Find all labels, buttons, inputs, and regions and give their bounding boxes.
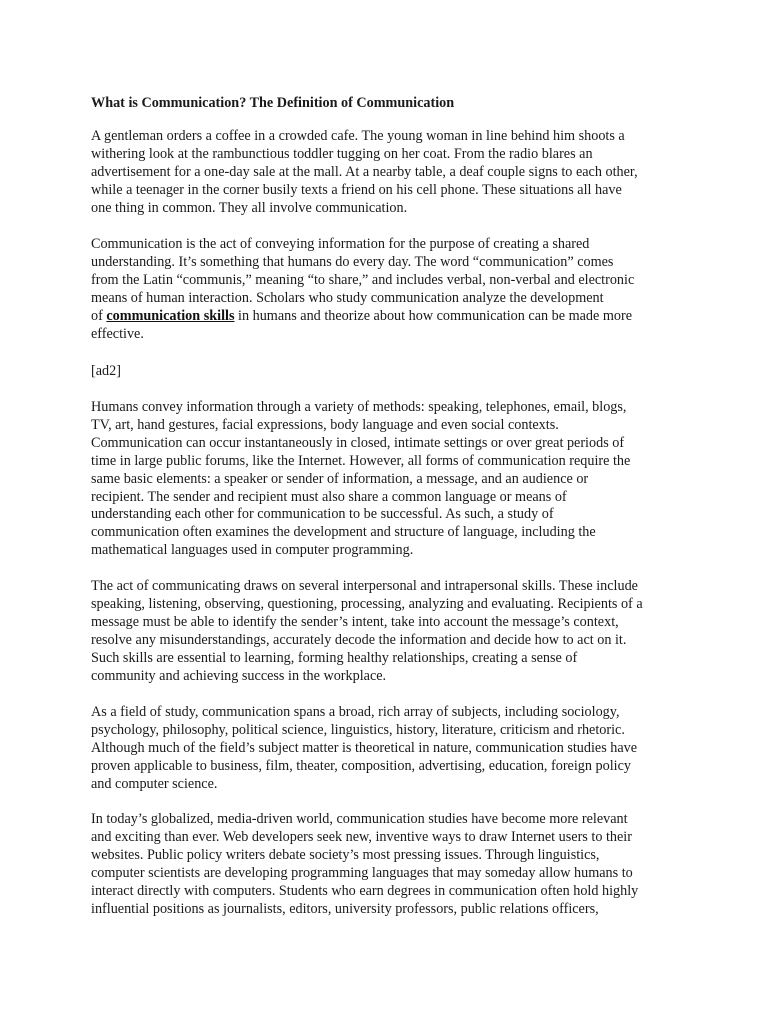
text-line: and computer science. [91,775,218,792]
paragraph-field-of-study [91,704,637,794]
text-line: while a teenager in the corner busily texts a friend on his cell phone. These situations all have [91,181,622,198]
text-line: Humans convey information through a variety of methods: speaking, telephones, email, blogs, [91,399,627,415]
text-line: interact directly with computers. Students who earn degrees in communication often hold highly [91,882,639,899]
text-line: The act of communicating draws on several interpersonal and intrapersonal skills. These include [91,578,638,594]
communication-skills-link[interactable]: communication skills [106,307,235,324]
text-line: understanding. It’s something that humans do every day. The word “communication” comes [91,253,614,270]
document-title: What is Communication? The Definition of Communication [91,95,455,111]
paragraph-skills [91,578,643,685]
link-suffix-text: in humans and theorize about how communication can be made more [234,307,633,324]
text-line: time in large public forums, like the Internet. However, all forms of communication require the [91,452,631,469]
paragraph-methods [91,399,630,560]
text-line: mathematical languages used in computer programming. [91,542,414,559]
text-line: means of human interaction. Scholars who study communication analyze the development [91,289,604,306]
text-line: influential positions as journalists, editors, university professors, public relations officers, [91,900,599,917]
text-line: Communication can occur instantaneously in closed, intimate settings or over great periods of [91,434,625,451]
text-line: psychology, philosophy, political science, linguistics, history, literature, criticism and rhetoric. [91,721,625,738]
text-line: communication often examines the development and structure of language, including the [91,524,596,541]
paragraph-intro [91,128,638,218]
text-line: proven applicable to business, film, theater, composition, advertising, education, foreign policy [91,757,631,774]
link-prefix-text: of [91,307,107,324]
text-line: In today’s globalized, media-driven world, communication studies have become more relevant [91,811,628,827]
text-line: effective. [91,325,144,342]
ad-shortcode-text: [ad2] [91,363,121,379]
text-line: message must be able to identify the sender’s intent, take into account the message’s context, [91,613,619,630]
text-line: recipient. The sender and recipient must also share a common language or means of [91,488,567,505]
text-line: and exciting than ever. Web developers seek new, inventive ways to draw Internet users to their [91,828,632,845]
text-line: withering look at the rambunctious toddler tugging on her coat. From the radio blares an [91,145,593,162]
text-line: A gentleman orders a coffee in a crowded cafe. The young woman in line behind him shoots a [91,128,625,144]
text-line: understanding each other for communication to be successful. As such, a study of [91,506,554,523]
text-line: same basic elements: a speaker or sender of information, a message, and an audience or [91,470,589,487]
text-line: TV, art, hand gestures, facial expressions, body language and even social contexts. [91,416,559,433]
paragraph-modern-world [91,811,638,918]
text-line: advertisement for a one-day sale at the mall. At a nearby table, a deaf couple signs to each other, [91,163,638,180]
text-line-with-link [91,308,634,326]
text-line: Such skills are essential to learning, forming healthy relationships, creating a sense of [91,649,578,666]
text-line: one thing in common. They all involve communication. [91,199,408,216]
text-line: community and achieving success in the workplace. [91,667,387,684]
ad-placeholder [91,363,121,381]
text-line: speaking, listening, observing, questioning, processing, analyzing and evaluating. Recipients of a [91,595,643,612]
text-line: resolve any misunderstandings, accurately decode the information and decide how to act on it. [91,631,627,648]
text-line: Communication is the act of conveying information for the purpose of creating a shared [91,236,590,252]
paragraph-definition [91,236,634,343]
text-line: Although much of the field’s subject matter is theoretical in nature, communication studies have [91,739,638,756]
text-line: websites. Public policy writers debate society’s most pressing issues. Through linguistics, [91,846,600,863]
text-line: from the Latin “communis,” meaning “to share,” and includes verbal, non-verbal and electronic [91,271,635,288]
text-line: computer scientists are developing programming languages that may someday allow humans to [91,864,633,881]
text-line: As a field of study, communication spans a broad, rich array of subjects, including sociology, [91,704,620,720]
